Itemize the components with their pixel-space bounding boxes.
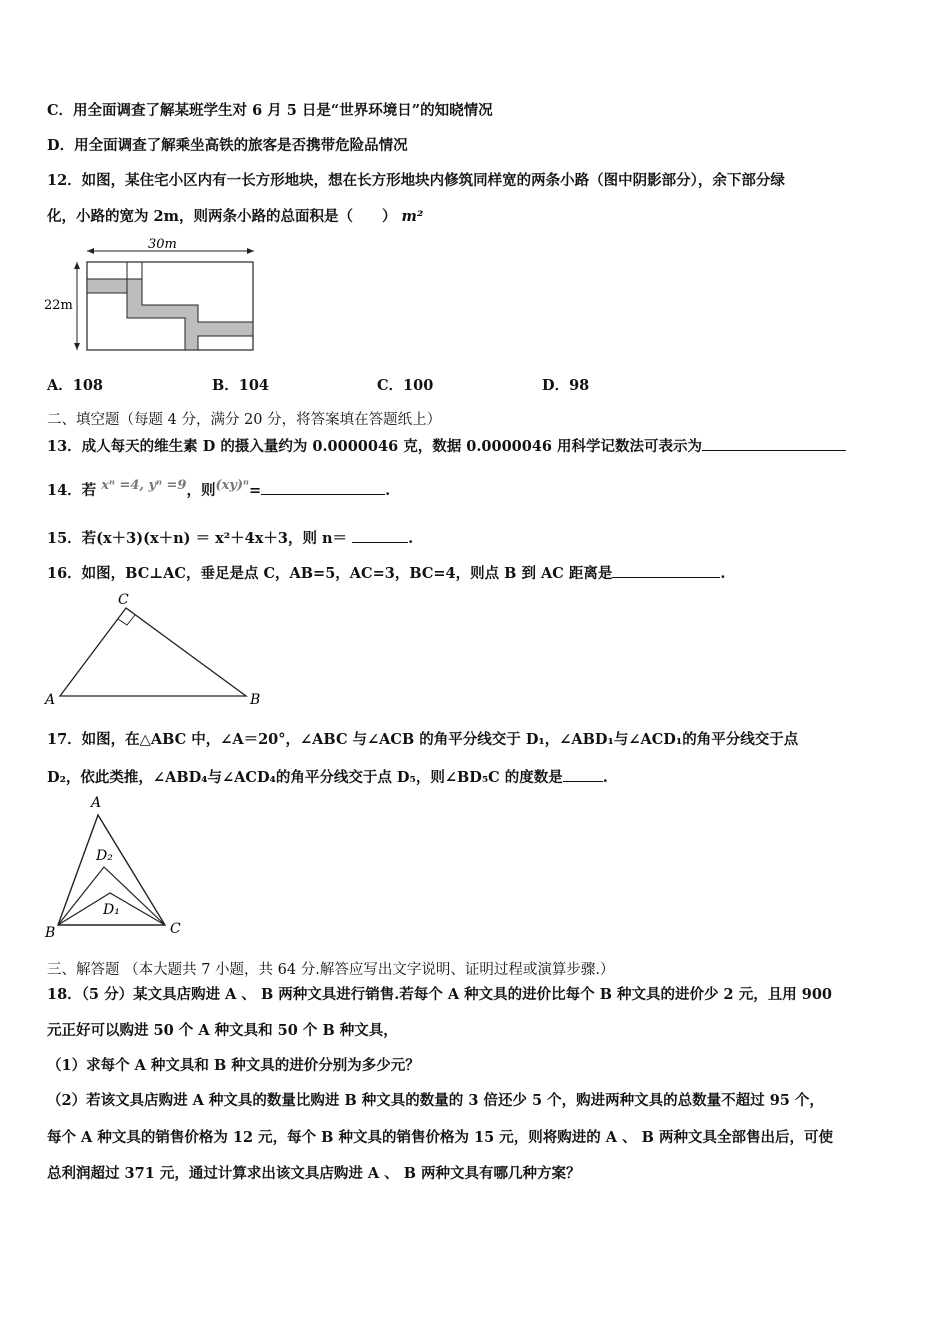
q14-mid: ，则	[186, 482, 216, 499]
q13-text: 13．成人每天的维生素 D 的摄入量约为 0.0000046 克，数据 0.0000046 用科学记数法可表示为	[47, 438, 703, 455]
q16-label-a: A	[45, 692, 56, 708]
q12-figure	[40, 235, 265, 360]
q14-answer-blank[interactable]	[261, 480, 385, 495]
q16-text: 16．如图，BC⊥AC，垂足是点 C，AB=5，AC=3，BC=4，则点 B 到 AC 距离是	[47, 565, 613, 582]
q12-choice-a: A．108	[47, 377, 104, 394]
q18-part2-line2: 每个 A 种文具的销售价格为 12 元，每个 B 种文具的销售价格为 15 元，则将购进的 A 、 B 两种文具全部售出后，可使	[47, 1129, 833, 1146]
q17-line2-text: D₂，依此类推，∠ABD₄与∠ACD₄的角平分线交于点 D₅，则∠BD₅C 的度数是	[47, 769, 563, 786]
q18-part2-line3: 总利润超过 371 元，通过计算求出该文具店购进 A 、 B 两种文具有哪几种方案？	[47, 1165, 581, 1182]
q16-figure	[40, 588, 275, 708]
q14-prefix: 14．若	[47, 482, 97, 499]
q12-width-label: 30m	[148, 237, 177, 252]
q16-triangle	[60, 608, 246, 696]
q16	[47, 563, 725, 584]
section-2-heading: 二、填空题（每题 4 分，满分 20 分，将答案填在答题纸上）	[47, 412, 442, 428]
q13-answer-blank[interactable]	[702, 436, 846, 451]
q18-line1: 18．（5 分）某文具店购进 A 、 B 两种文具进行销售.若每个 A 种文具的进价比每个 B 种文具的进价少 2 元，且用 900	[47, 986, 833, 1003]
q17-line1: 17．如图，在△ABC 中，∠A＝20°，∠ABC 与∠ACB 的角平分线交于 D₁，∠ABD₁与∠ACD₁的角平分线交于点	[47, 731, 799, 748]
q12-height-label: 22m	[44, 298, 73, 313]
q12-choice-c: C．100	[377, 377, 434, 394]
q17-line2	[47, 767, 608, 788]
q16-answer-blank[interactable]	[612, 563, 720, 578]
q12-choice-b: B．104	[212, 377, 270, 394]
q14-condition: xⁿ =4, yⁿ =9	[101, 478, 187, 493]
q17-label-d1: D₁	[103, 902, 120, 918]
q13	[47, 436, 846, 457]
q11-option-d: D．用全面调查了解乘坐高铁的旅客是否携带危险品情况	[47, 137, 408, 154]
q17-label-a: A	[91, 795, 102, 811]
q17-end: .	[602, 769, 608, 786]
q18-part1: （1）求每个 A 种文具和 B 种文具的进价分别为多少元？	[47, 1057, 420, 1074]
q15	[47, 528, 413, 549]
q14-suffix: =	[249, 482, 262, 499]
q18-line2: 元正好可以购进 50 个 A 种文具和 50 个 B 种文具，	[47, 1022, 398, 1039]
q17-label-d2: D₂	[96, 848, 113, 864]
q14-expression: (xy)ⁿ	[215, 478, 250, 493]
q14-end: .	[385, 482, 391, 499]
q15-answer-blank[interactable]	[352, 528, 408, 543]
q12-line2	[47, 207, 423, 227]
q17-figure	[40, 793, 200, 943]
section-3-heading: 三、解答题 （本大题共 7 小题，共 64 分.解答应写出文字说明、证明过程或演算步骤.）	[47, 962, 615, 978]
q15-end: .	[408, 530, 414, 547]
q12-unit: m²	[401, 208, 424, 225]
q15-text: 15．若(x＋3)(x＋n) ＝ x²＋4x＋3，则 n＝	[47, 530, 348, 547]
q12-choices	[47, 376, 707, 396]
q18-part2-line1: （2）若该文具店购进 A 种文具的数量比购进 B 种文具的数量的 3 倍还少 5 个，购进两种文具的总数量不超过 95 个，	[47, 1092, 824, 1109]
q11-option-c: C．用全面调查了解某班学生对 6 月 5 日是“世界环境日”的知晓情况	[47, 102, 493, 119]
q16-end: .	[720, 565, 726, 582]
q12-line1: 12．如图，某住宅小区内有一长方形地块，想在长方形地块内修筑同样宽的两条小路（图中阴影部分），余下部分绿	[47, 172, 785, 189]
q17-label-c: C	[170, 921, 181, 937]
q16-right-angle-mark	[118, 615, 135, 625]
q16-label-c: C	[118, 592, 129, 608]
q17-label-b: B	[45, 925, 56, 941]
q17-answer-blank[interactable]	[563, 767, 603, 782]
q16-label-b: B	[250, 692, 261, 708]
q14	[47, 480, 390, 502]
q12-line2-text: 化，小路的宽为 2m，则两条小路的总面积是（ ）	[47, 208, 397, 225]
q12-choice-d: D．98	[542, 377, 590, 394]
